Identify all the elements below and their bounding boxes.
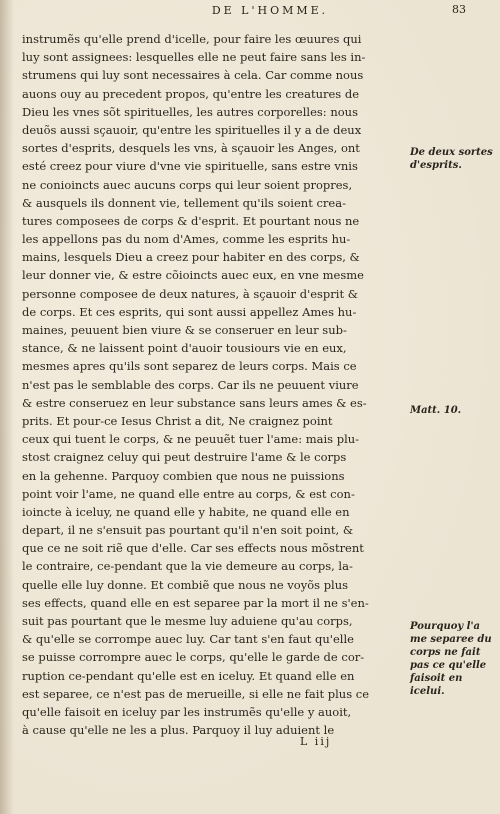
text-line: en la gehenne. Parquoy combien que nous ne puissions (22, 468, 345, 483)
text-line: mesmes apres qu'ils sont separez de leurs corps. Mais ce (22, 359, 357, 374)
text-line: & estre conseruez en leur substance sans leurs ames & es- (22, 395, 367, 410)
text-line: le contraire, ce-pendant que la vie demeure au corps, la- (22, 559, 353, 574)
text-line: de corps. Et ces esprits, qui sont aussi appellez Ames hu- (22, 304, 357, 319)
margin-note-pourquoy: Pourquoy l'a me separee du corps ne fait pas ce qu'elle faisoit en icelui. (410, 621, 492, 697)
text-line: que ce ne soit riẽ que d'elle. Car ses effects nous mõstrent (22, 541, 364, 556)
text-line: & ausquels ils donnent vie, tellement qu'ils soient crea- (22, 195, 346, 210)
margin-note-matthew: Matt. 10. (410, 405, 462, 416)
page-number: 83 (452, 3, 466, 16)
text-line: mains, lesquels Dieu a creez pour habiter en des corps, & (22, 250, 360, 265)
text-line: ses effects, quand elle en est separee par la mort il ne s'en- (22, 595, 369, 610)
text-line: esté creez pour viure d'vne vie spirituelle, sans estre vnis (22, 159, 358, 174)
text-line: ruption ce-pendant qu'elle est en iceluy. Et quand elle en (22, 668, 355, 683)
text-line: quelle elle luy donne. Et combiẽ que nous ne voyõs plus (22, 577, 349, 592)
text-line: maines, peuuent bien viure & se conseruer en leur sub- (22, 323, 347, 337)
margin-note-deux-sortes: De deux sortes d'esprits. (410, 147, 493, 171)
text-line: se puisse corrompre auec le corps, qu'elle le garde de cor- (22, 650, 365, 665)
text-line: stost craignez celuy qui peut destruire l'ame & le corps (22, 450, 347, 465)
text-line: strumens qui luy sont necessaires à cela. Car comme nous (22, 68, 364, 83)
text-line: leur donner vie, & estre cõioincts auec eux, en vne mesme (22, 268, 364, 283)
text-line: ceux qui tuent le corps, & ne peuuẽt tuer l'ame: mais plu- (22, 432, 360, 447)
text-line: deuõs aussi sçauoir, qu'entre les spirituelles il y a de deux (22, 122, 362, 137)
text-line: point voir l'ame, ne quand elle entre au corps, & est con- (22, 486, 355, 501)
text-line: suit pas pourtant que le mesme luy aduiene qu'au corps, (22, 614, 353, 628)
signature-mark: L iij (300, 735, 332, 748)
text-line: est separee, ce n'est pas de merueille, si elle ne fait plus ce (22, 686, 369, 701)
text-line: sortes d'esprits, desquels les vns, à sçauoir les Anges, ont (22, 141, 360, 156)
text-line: qu'elle faisoit en iceluy par les instrumẽs qu'elle y auoit, (22, 704, 352, 719)
text-line: Dieu les vnes sõt spirituelles, les autres corporelles: nous (22, 104, 358, 119)
text-line: n'est pas le semblable des corps. Car ils ne peuuent viure (22, 377, 359, 392)
text-line: prits. Et pour-ce Iesus Christ a dit, Ne craignez point (22, 413, 333, 428)
text-line: stance, & ne laissent point d'auoir tousiours vie en eux, (22, 341, 347, 356)
text-line: personne composee de deux natures, à sçauoir d'esprit & (22, 286, 358, 301)
text-line: les appellons pas du nom d'Ames, comme les esprits hu- (22, 232, 351, 247)
text-line: à cause qu'elle ne les a plus. Parquoy il luy aduient le (22, 723, 335, 738)
text-line: ioincte à iceluy, ne quand elle y habite, ne quand elle en (22, 504, 350, 519)
text-line: tures composees de corps & d'esprit. Et pourtant nous ne (22, 213, 360, 228)
text-line: instrumẽs qu'elle prend d'icelle, pour faire les œuures qui (22, 32, 362, 46)
text-line: & qu'elle se corrompe auec luy. Car tant s'en faut qu'elle (22, 632, 354, 647)
text-line: luy sont assignees: lesquelles elle ne peut faire sans les in- (22, 50, 366, 65)
text-line: depart, il ne s'ensuit pas pourtant qu'il n'en soit point, & (22, 523, 354, 538)
text-line: ne conioincts auec aucuns corps qui leur soient propres, (22, 177, 353, 192)
page-gutter-shadow (0, 0, 14, 814)
text-line: auons ouy au precedent propos, qu'entre les creatures de (22, 86, 360, 101)
body-text (22, 30, 408, 739)
running-head: DE L'HOMME. (211, 4, 329, 17)
